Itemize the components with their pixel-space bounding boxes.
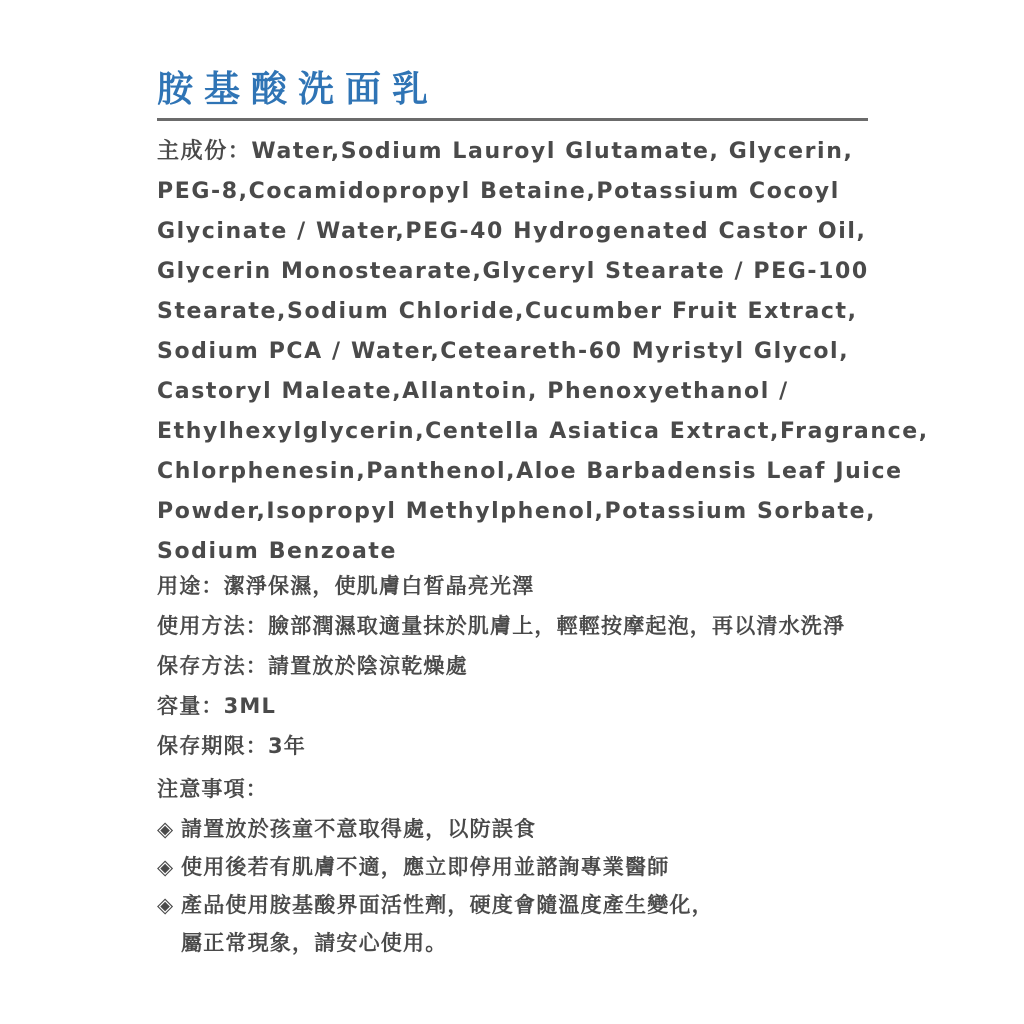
product-title: 胺基酸洗面乳 <box>157 69 440 110</box>
precautions-block <box>157 770 897 962</box>
precaution-item <box>157 848 897 886</box>
diamond-bullet-icon: ◈ <box>157 855 175 879</box>
ingredients-line: Stearate,Sodium Chloride,Cucumber Fruit Extract, <box>157 299 858 324</box>
precaution-text: 使用後若有肌膚不適，應立即停用並諮詢專業醫師 <box>181 855 670 879</box>
product-info-block <box>157 566 897 766</box>
precaution-text: 請置放於孩童不意取得處，以防誤食 <box>181 817 537 841</box>
ingredients-line: Sodium Benzoate <box>157 539 398 564</box>
storage-text: 保存方法：請置放於陰涼乾燥處 <box>157 654 468 678</box>
diamond-bullet-icon: ◈ <box>157 817 175 841</box>
precaution-item <box>157 810 897 848</box>
ingredients-line: Powder,Isopropyl Methylphenol,Potassium Sorbate, <box>157 499 877 524</box>
ingredients-block <box>157 132 929 572</box>
ingredients-line: Castoryl Maleate,Allantoin, Phenoxyethanol / <box>157 379 789 404</box>
title-divider <box>157 118 868 121</box>
ingredients-line: 主成份：Water,Sodium Lauroyl Glutamate, Glycerin, <box>157 139 854 164</box>
diamond-bullet-icon: ◈ <box>157 893 175 917</box>
ingredients-line: Glycinate / Water,PEG-40 Hydrogenated Castor Oil, <box>157 219 867 244</box>
shelf-life-text: 保存期限：3年 <box>157 734 307 758</box>
ingredients-line: Chlorphenesin,Panthenol,Aloe Barbadensis Leaf Juice <box>157 459 903 484</box>
method-text: 使用方法：臉部潤濕取適量抹於肌膚上，輕輕按摩起泡，再以清水洗淨 <box>157 614 846 638</box>
ingredients-line: Sodium PCA / Water,Ceteareth-60 Myristyl Glycol, <box>157 339 850 364</box>
precaution-item <box>157 886 897 924</box>
capacity-text: 容量：3ML <box>157 694 277 718</box>
ingredients-line: Glycerin Monostearate,Glyceryl Stearate / PEG-100 <box>157 259 869 284</box>
ingredients-line: Ethylhexylglycerin,Centella Asiatica Extract,Fragrance, <box>157 419 929 444</box>
ingredients-line: PEG-8,Cocamidopropyl Betaine,Potassium Cocoyl <box>157 179 840 204</box>
precautions-heading: 注意事項： <box>157 777 268 801</box>
precaution-continuation: 屬正常現象，請安心使用。 <box>181 931 448 955</box>
precaution-text: 產品使用胺基酸界面活性劑，硬度會隨溫度產生變化， <box>181 893 714 917</box>
usage-text: 用途：潔淨保濕，使肌膚白晳晶亮光澤 <box>157 574 535 598</box>
